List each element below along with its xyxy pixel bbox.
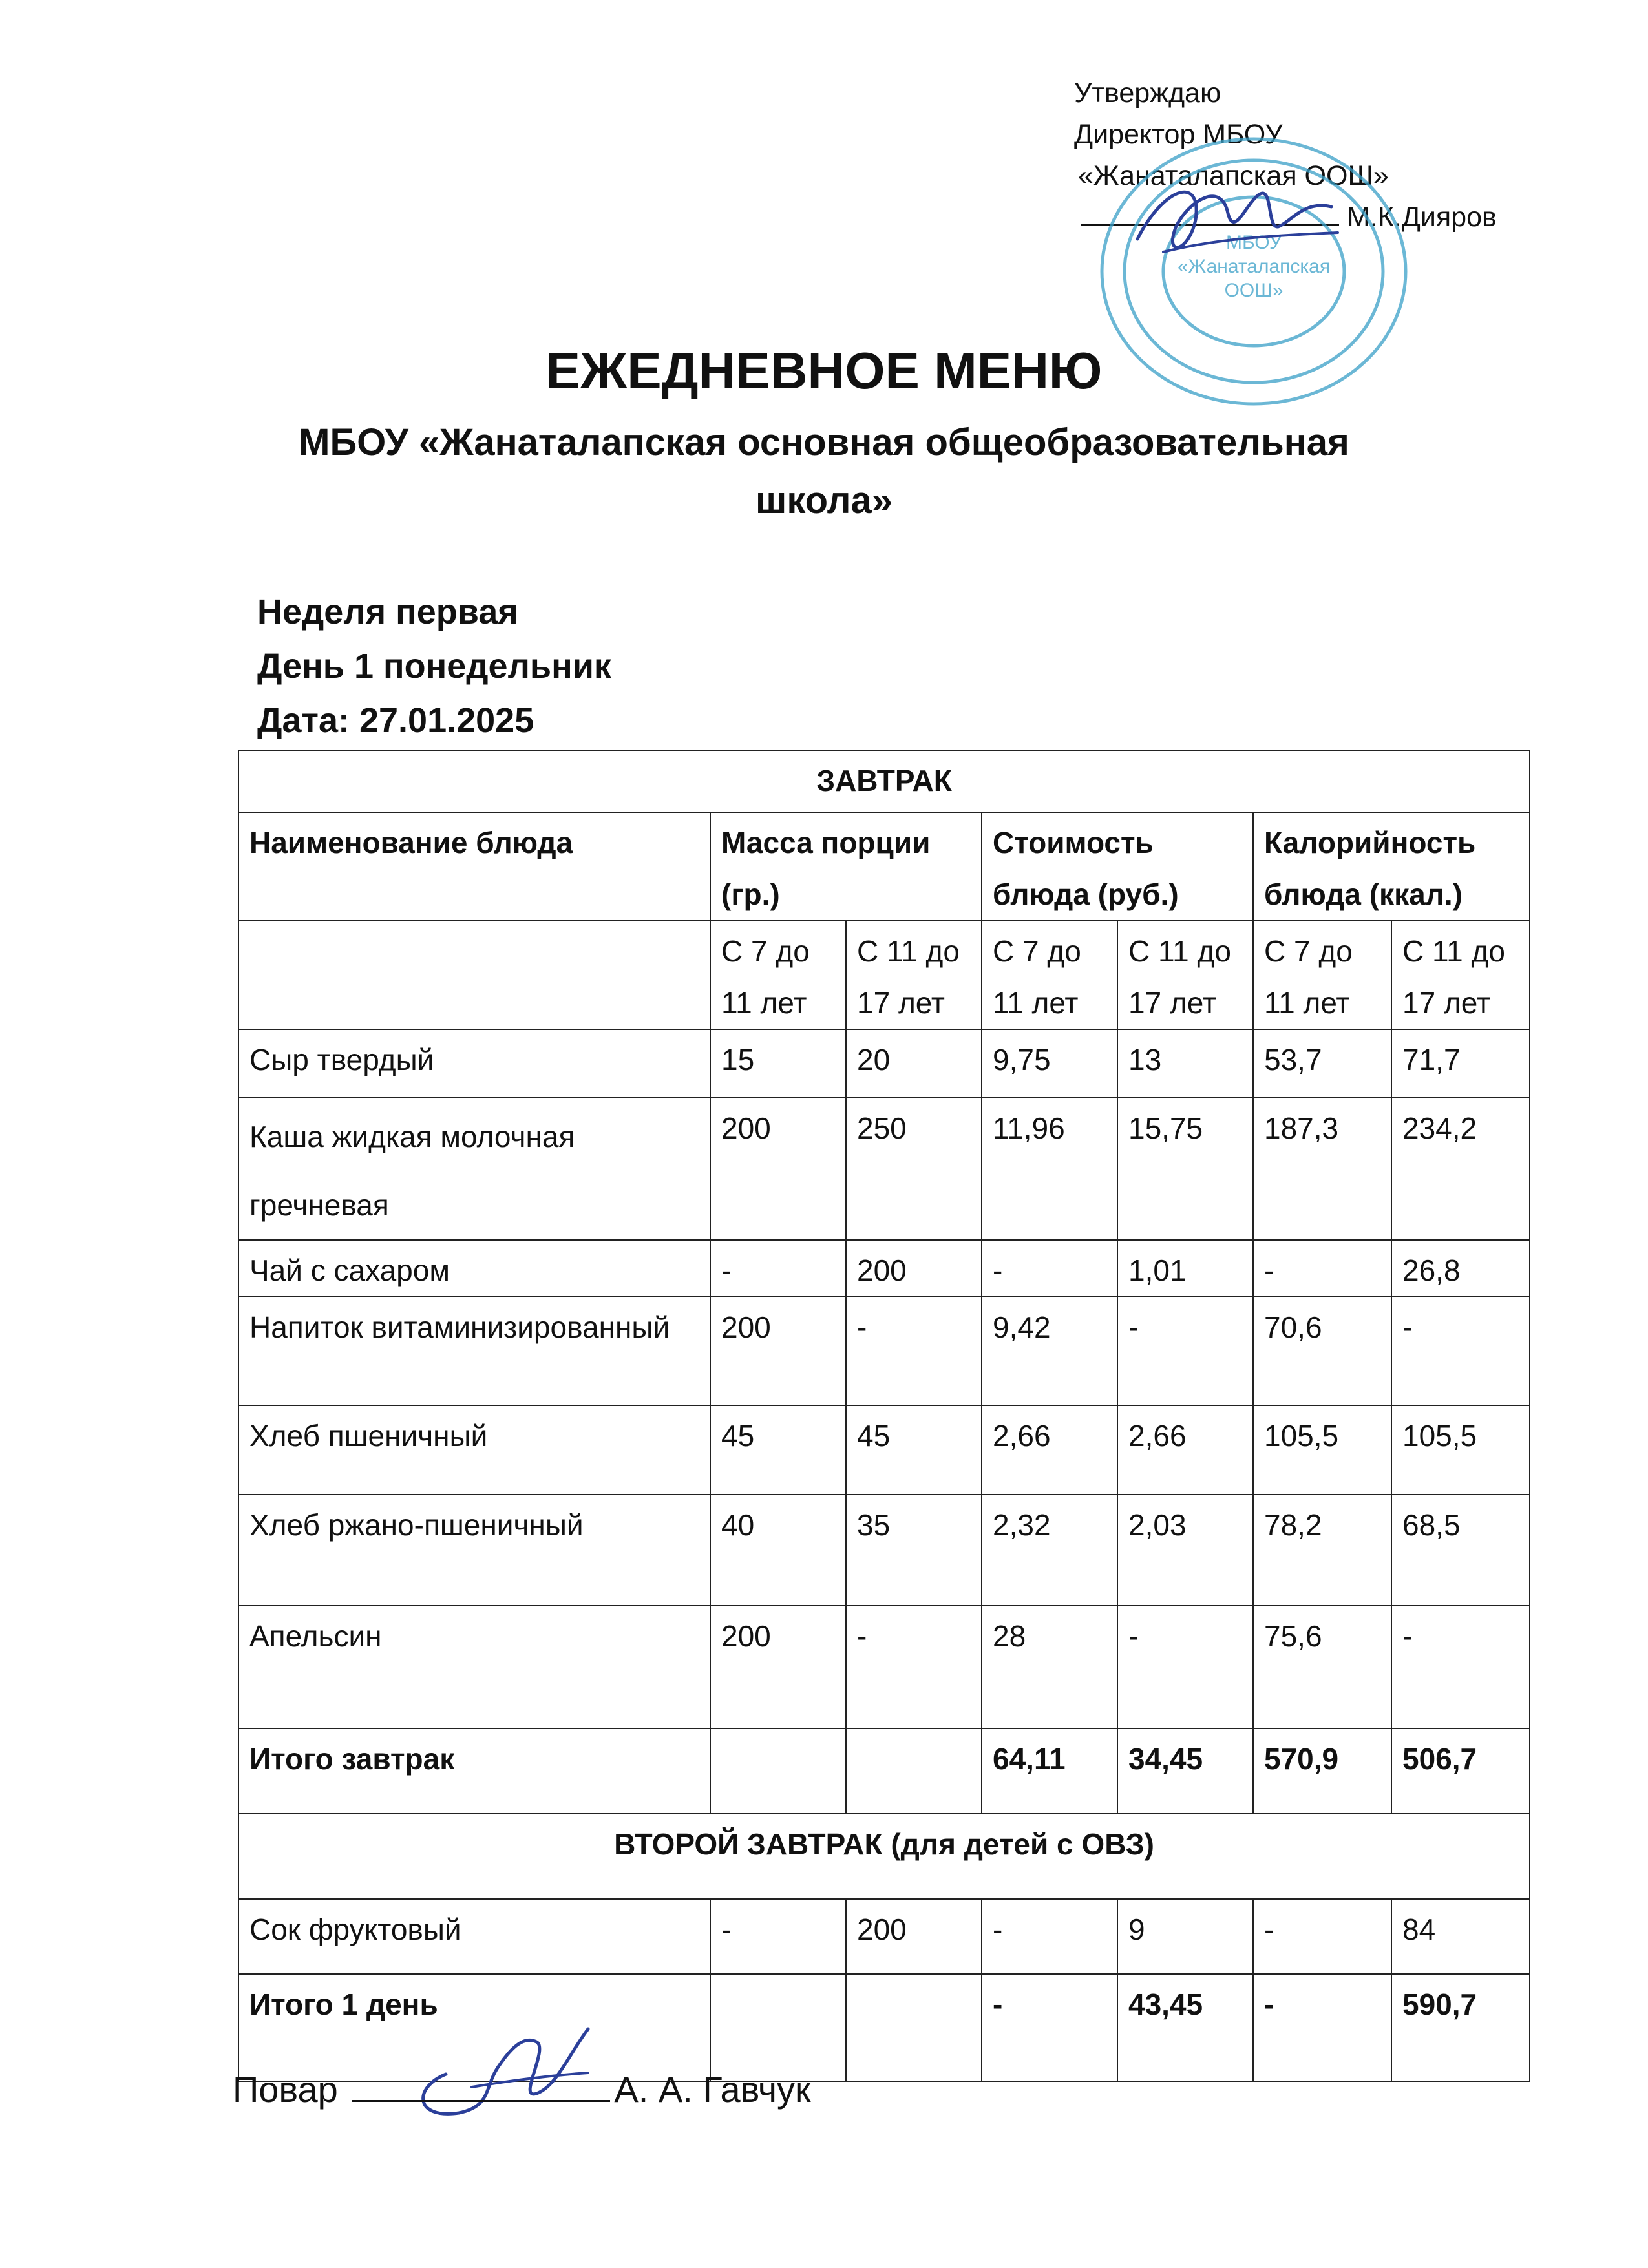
cost-old: -	[1117, 1297, 1253, 1405]
week-label: Неделя первая	[257, 593, 518, 631]
age-cost-old: С 11 до 17 лет	[1117, 921, 1253, 1029]
mass-old: -	[846, 1606, 982, 1728]
section-title-second: ВТОРОЙ ЗАВТРАК (для детей с ОВЗ)	[238, 1814, 1530, 1899]
age-row	[238, 921, 1530, 1029]
page-title: ЕЖЕДНЕВНОЕ МЕНЮ	[545, 342, 1103, 399]
total-empty	[846, 1974, 982, 2081]
mass-young: 40	[710, 1495, 846, 1606]
day-total-cal-young: -	[1253, 1974, 1391, 2081]
cost-old: 9	[1117, 1899, 1253, 1974]
subtitle-line-2: школа»	[755, 479, 893, 521]
cost-young: 28	[982, 1606, 1117, 1728]
total-row-breakfast	[238, 1728, 1530, 1814]
cost-young: -	[982, 1899, 1117, 1974]
cal-old: 68,5	[1391, 1495, 1530, 1606]
approval-line-1: Утверждаю	[1074, 78, 1221, 109]
table-row	[238, 1240, 1530, 1297]
header-mass: Масса порции (гр.)	[710, 812, 982, 921]
cost-young: 9,75	[982, 1029, 1117, 1098]
stamp-text-3: ООШ»	[1224, 280, 1284, 301]
total-empty	[710, 1728, 846, 1814]
dish-name: Чай с сахаром	[238, 1240, 710, 1297]
mass-young: 200	[710, 1606, 846, 1728]
cal-young: -	[1253, 1240, 1391, 1297]
mass-young: -	[710, 1240, 846, 1297]
mass-young: 45	[710, 1405, 846, 1495]
stamp-text-2: «Жанаталапская	[1177, 256, 1331, 277]
cal-young: 70,6	[1253, 1297, 1391, 1405]
total-label: Итого завтрак	[238, 1728, 710, 1814]
table-row	[238, 1606, 1530, 1728]
cal-old: 234,2	[1391, 1098, 1530, 1240]
cal-young: 75,6	[1253, 1606, 1391, 1728]
cal-old: 84	[1391, 1899, 1530, 1974]
table-row	[238, 1029, 1530, 1098]
dish-name: Напиток витаминизированный	[238, 1297, 710, 1405]
age-cost-young: С 7 до 11 лет	[982, 921, 1117, 1029]
cost-young: 2,66	[982, 1405, 1117, 1495]
cal-old: 71,7	[1391, 1029, 1530, 1098]
mass-old: 250	[846, 1098, 982, 1240]
approval-line-2: Директор МБОУ	[1074, 119, 1283, 150]
mass-old: 45	[846, 1405, 982, 1495]
table-row	[238, 1405, 1530, 1495]
cal-young: 78,2	[1253, 1495, 1391, 1606]
section-row-breakfast	[238, 750, 1530, 812]
dish-name: Хлеб пшеничный	[238, 1405, 710, 1495]
header-row	[238, 812, 1530, 921]
dish-name: Сок фруктовый	[238, 1899, 710, 1974]
table-row	[238, 1899, 1530, 1974]
cost-old: 1,01	[1117, 1240, 1253, 1297]
dish-name: Сыр твердый	[238, 1029, 710, 1098]
day-label: День 1 понедельник	[257, 647, 611, 686]
cook-label: Повар	[233, 2069, 338, 2110]
header-name: Наименование блюда	[238, 812, 710, 921]
cal-old: 105,5	[1391, 1405, 1530, 1495]
mass-old: 200	[846, 1240, 982, 1297]
age-cal-young: С 7 до 11 лет	[1253, 921, 1391, 1029]
dish-name: Каша жидкая молочная гречневая	[238, 1098, 710, 1240]
stamp-text-1: МБОУ	[1225, 232, 1282, 253]
cal-young: -	[1253, 1899, 1391, 1974]
menu-meta	[257, 585, 611, 748]
table-row	[238, 1297, 1530, 1405]
approval-line-3: «Жанаталапская ООШ»	[1078, 160, 1389, 191]
mass-old: 20	[846, 1029, 982, 1098]
cook-name: А. А. Гавчук	[614, 2069, 811, 2110]
cost-young: 2,32	[982, 1495, 1117, 1606]
total-cost-young: 64,11	[982, 1728, 1117, 1814]
total-cal-old: 506,7	[1391, 1728, 1530, 1814]
cal-young: 105,5	[1253, 1405, 1391, 1495]
total-cal-young: 570,9	[1253, 1728, 1391, 1814]
cal-young: 187,3	[1253, 1098, 1391, 1240]
cal-old: -	[1391, 1297, 1530, 1405]
age-empty	[238, 921, 710, 1029]
cost-young: -	[982, 1240, 1117, 1297]
cost-old: -	[1117, 1606, 1253, 1728]
mass-old: -	[846, 1297, 982, 1405]
cal-old: -	[1391, 1606, 1530, 1728]
cost-old: 2,66	[1117, 1405, 1253, 1495]
cost-old: 2,03	[1117, 1495, 1253, 1606]
mass-young: -	[710, 1899, 846, 1974]
header-calories: Калорийность блюда (ккал.)	[1253, 812, 1530, 921]
menu-table	[238, 750, 1530, 2082]
total-empty	[846, 1728, 982, 1814]
dish-name: Хлеб ржано-пшеничный	[238, 1495, 710, 1606]
date-label: Дата: 27.01.2025	[257, 701, 534, 740]
cost-old: 15,75	[1117, 1098, 1253, 1240]
age-cal-old: С 11 до 17 лет	[1391, 921, 1530, 1029]
cal-young: 53,7	[1253, 1029, 1391, 1098]
cal-old: 26,8	[1391, 1240, 1530, 1297]
director-signature	[1125, 162, 1344, 271]
subtitle-line-1: МБОУ «Жанаталапская основная общеобразовательная	[299, 421, 1349, 463]
day-total-cost-young: -	[982, 1974, 1117, 2081]
mass-young: 200	[710, 1297, 846, 1405]
cost-old: 13	[1117, 1029, 1253, 1098]
cost-young: 9,42	[982, 1297, 1117, 1405]
section-title-breakfast: ЗАВТРАК	[238, 750, 1530, 812]
total-empty	[710, 1974, 846, 2081]
age-mass-old: С 11 до 17 лет	[846, 921, 982, 1029]
day-total-cal-old: 590,7	[1391, 1974, 1530, 2081]
total-cost-old: 34,45	[1117, 1728, 1253, 1814]
cook-line	[233, 2068, 811, 2110]
age-mass-young: С 7 до 11 лет	[710, 921, 846, 1029]
table-row	[238, 1098, 1530, 1240]
section-row-second	[238, 1814, 1530, 1899]
page-subtitle	[0, 414, 1648, 530]
director-name: М.К.Дияров	[1347, 202, 1497, 233]
day-total-cost-old: 43,45	[1117, 1974, 1253, 2081]
cook-signature-underline	[352, 2068, 610, 2102]
mass-young: 200	[710, 1098, 846, 1240]
day-total-label: Итого 1 день	[238, 1974, 710, 2081]
header-cost: Стоимость блюда (руб.)	[982, 812, 1253, 921]
mass-young: 15	[710, 1029, 846, 1098]
mass-old: 35	[846, 1495, 982, 1606]
dish-name: Апельсин	[238, 1606, 710, 1728]
table-row	[238, 1495, 1530, 1606]
cost-young: 11,96	[982, 1098, 1117, 1240]
mass-old: 200	[846, 1899, 982, 1974]
